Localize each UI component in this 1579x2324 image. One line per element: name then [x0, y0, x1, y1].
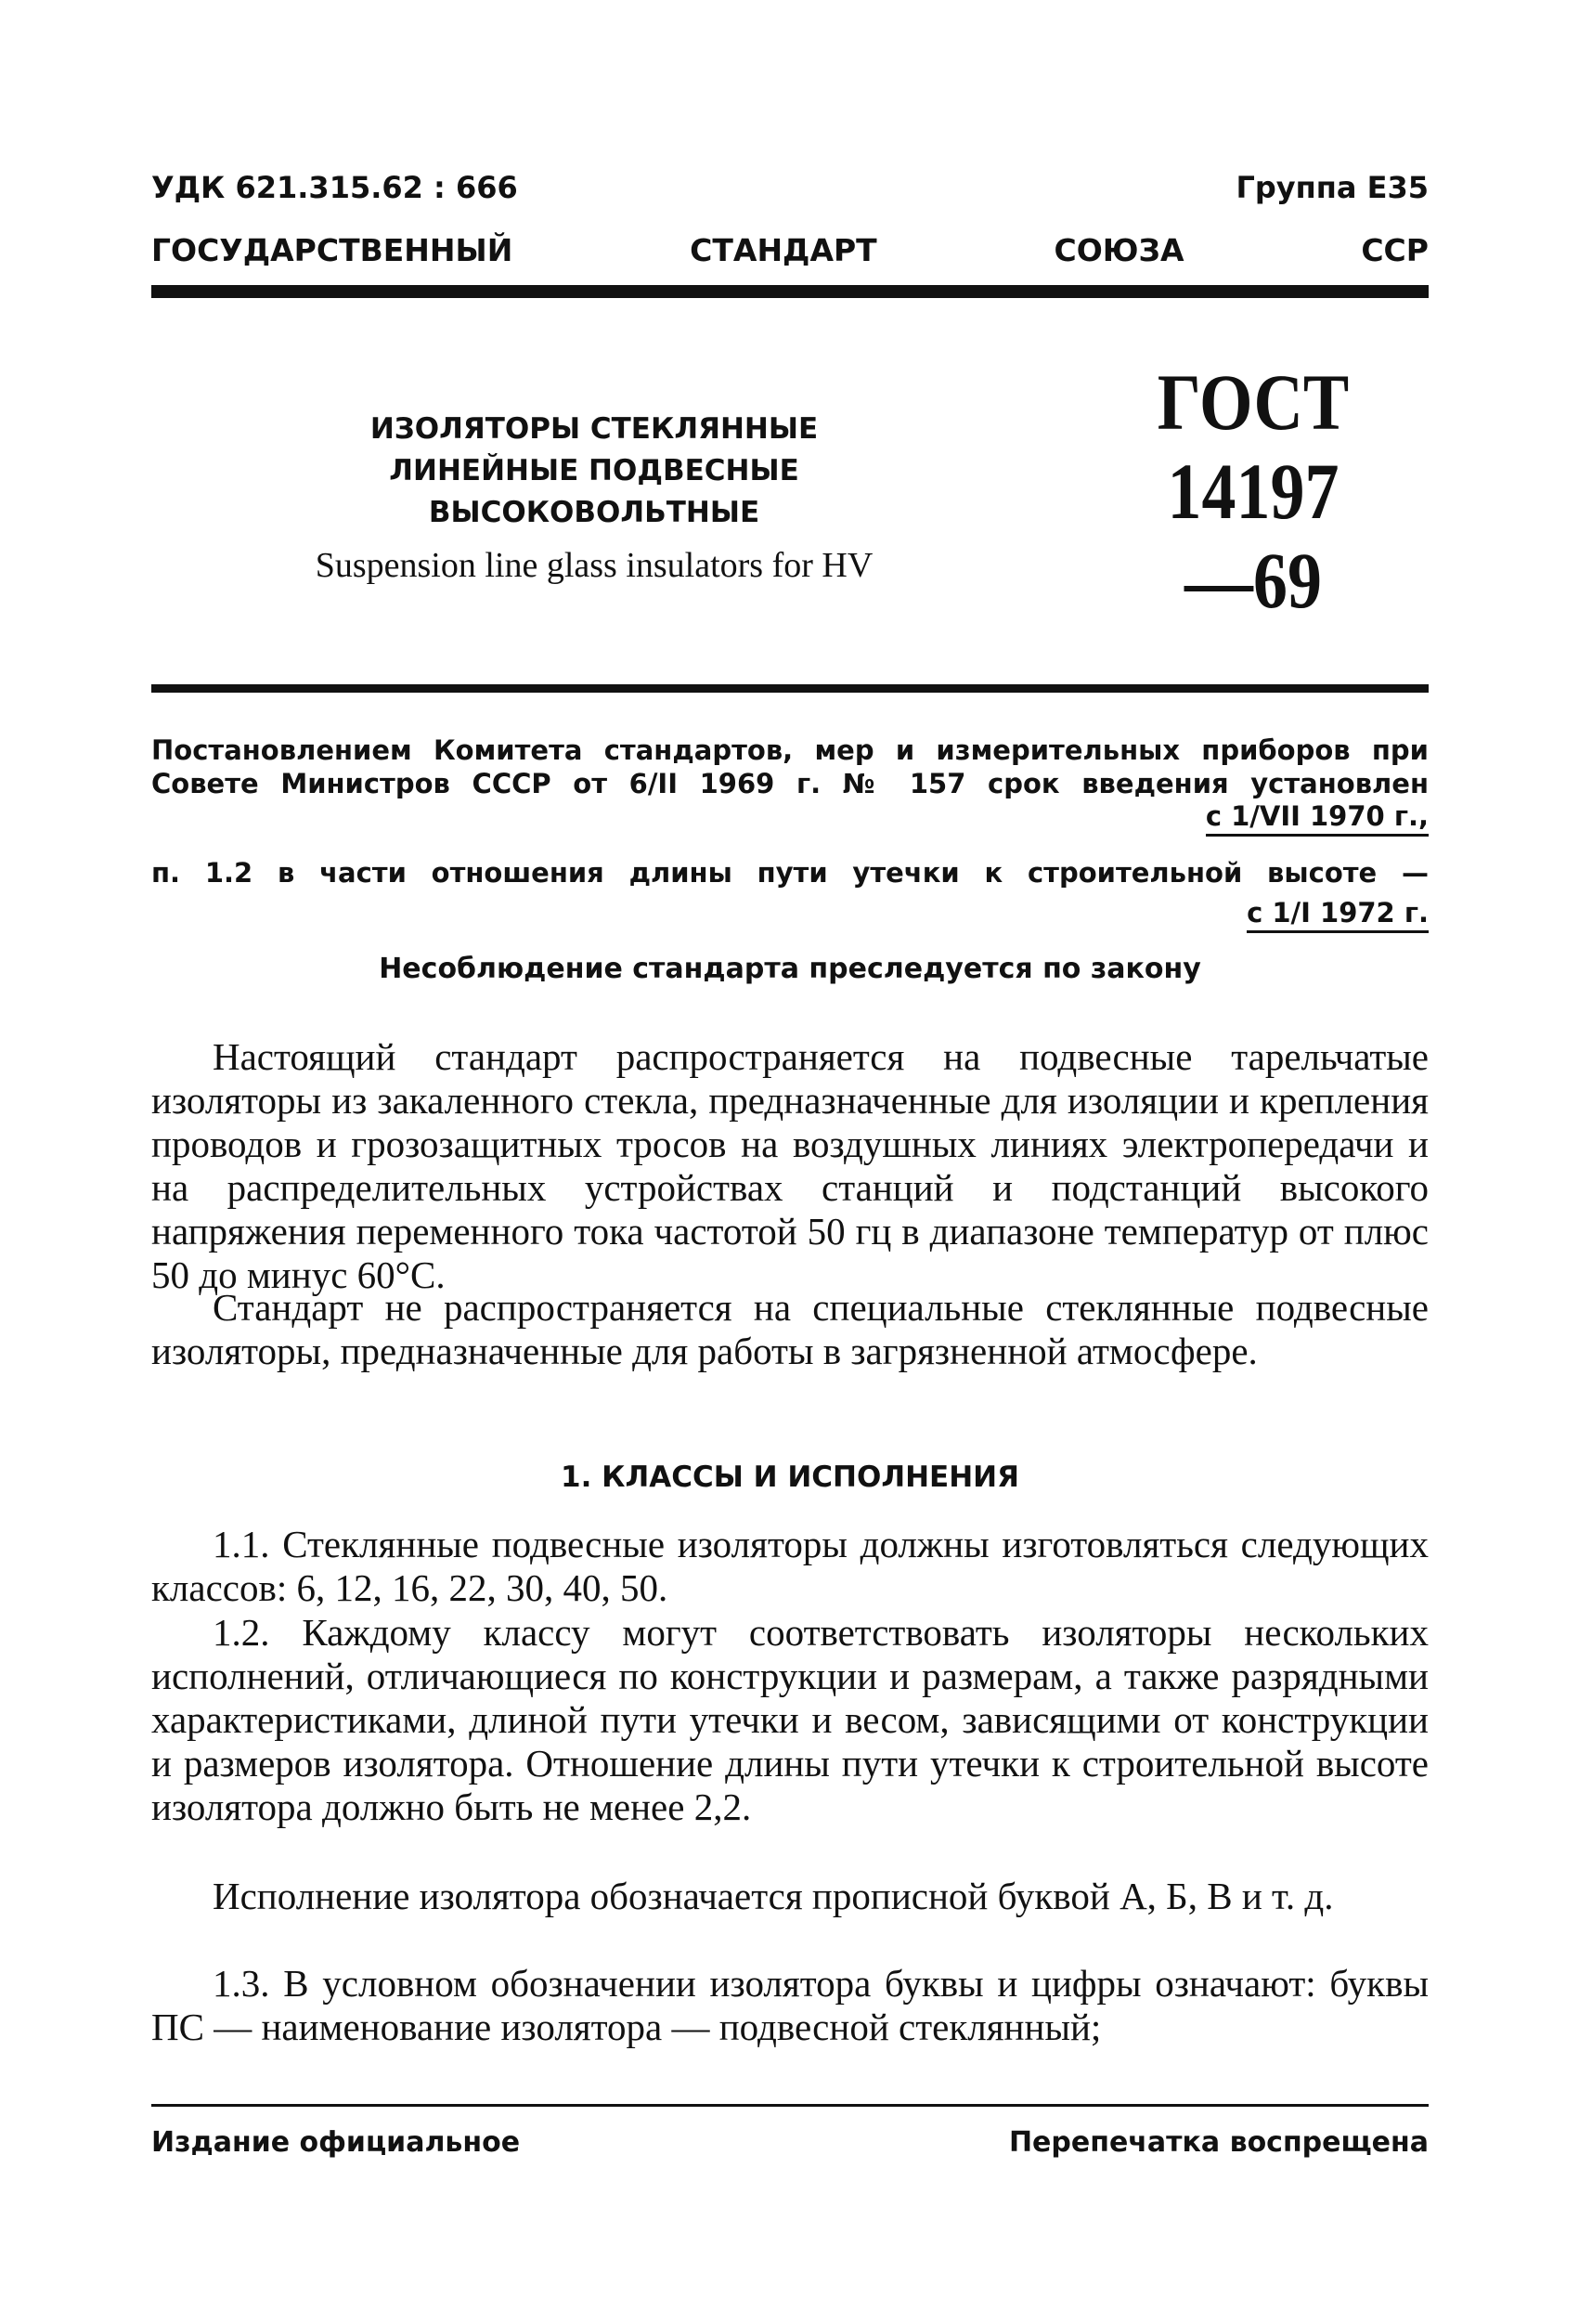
effective-date-2: с 1/I 1972 г. — [1247, 897, 1429, 933]
decree-line-1: Постановлением Комитета стандартов, мер и измерительных приборов при — [151, 734, 1429, 766]
document-title — [278, 409, 910, 586]
gost-label: ГОСТ — [1157, 357, 1350, 447]
middle-rule — [151, 684, 1429, 693]
group-code: Группа Е35 — [1236, 170, 1429, 205]
clause-1-3: 1.3. В условном обозначении изолятора буквы и цифры означают: буквы ПС — наименование изолятора — подвесной стеклянный; — [151, 1962, 1429, 2048]
title-english: Suspension line glass insulators for HV — [315, 546, 874, 585]
penalty-notice: Несоблюдение стандарта преследуется по закону — [379, 953, 1201, 985]
decree-line-2: Совете Министров СССР от 6/II 1969 г. № 157 срок введения установлен — [151, 768, 1429, 799]
udk-code: УДК 621.315.62 : 666 — [151, 170, 518, 205]
banner-word-4: ССР — [1361, 232, 1429, 268]
footer-official-edition: Издание официальное — [151, 2126, 521, 2159]
paragraph-scope: Настоящий стандарт распространяется на подвесные тарельчатые изоляторы из закаленного стекла, предназначенные для изоляции и крепления проводов и грозозащитных тросов на воздушных линиях электропередачи и на распределительных устройствах станций и подстанций высокого напряжения переменного тока частотой 50 гц в диапазоне температур от плюс 50 до минус 60°С. — [151, 1035, 1429, 1296]
section-heading: 1. КЛАССЫ И ИСПОЛНЕНИЯ — [561, 1461, 1019, 1494]
banner-word-1: ГОСУДАРСТВЕННЫЙ — [151, 232, 513, 268]
gost-designation — [1114, 357, 1392, 625]
bottom-rule — [151, 2104, 1429, 2107]
decree-clause: п. 1.2 в части отношения длины пути утечки к строительной высоте — — [151, 857, 1429, 889]
state-standard-banner — [151, 232, 1429, 268]
title-line-3: ВЫСОКОВОЛЬТНЫЕ — [428, 496, 760, 529]
clause-1-1: 1.1. Стеклянные подвесные изоляторы должны изготовляться следующих классов: 6, 12, 16, 22, 30, 40, 50. — [151, 1523, 1429, 1609]
gost-number: 14197—69 — [1167, 447, 1340, 625]
clause-1-2: 1.2. Каждому классу могут соответствовать изоляторы нескольких исполнений, отличающиеся по конструкции и размерам, а также разрядными характеристиками, длиной пути утечки и весом, зависящими от конструкции и размеров изолятора. Отношение длины пути утечки к строительной высоте изолятора должно быть не менее 2,2. — [151, 1611, 1429, 1828]
footer-reprint-prohibited: Перепечатка воспрещена — [1008, 2126, 1429, 2159]
banner-word-3: СОЮЗА — [1054, 232, 1184, 268]
top-thick-rule — [151, 285, 1429, 298]
title-line-1: ИЗОЛЯТОРЫ СТЕКЛЯННЫЕ — [369, 412, 819, 446]
banner-word-2: СТАНДАРТ — [690, 232, 877, 268]
effective-date-1: с 1/VII 1970 г., — [1206, 800, 1429, 837]
paragraph-exclusion: Стандарт не распространяется на специальные стеклянные подвесные изоляторы, предназначенные для работы в загрязненной атмосфере. — [151, 1286, 1429, 1372]
paragraph-designation: Исполнение изолятора обозначается прописной буквой А, Б, В и т. д. — [213, 1875, 1334, 1917]
title-line-2: ЛИНЕЙНЫЕ ПОДВЕСНЫЕ — [389, 454, 799, 487]
